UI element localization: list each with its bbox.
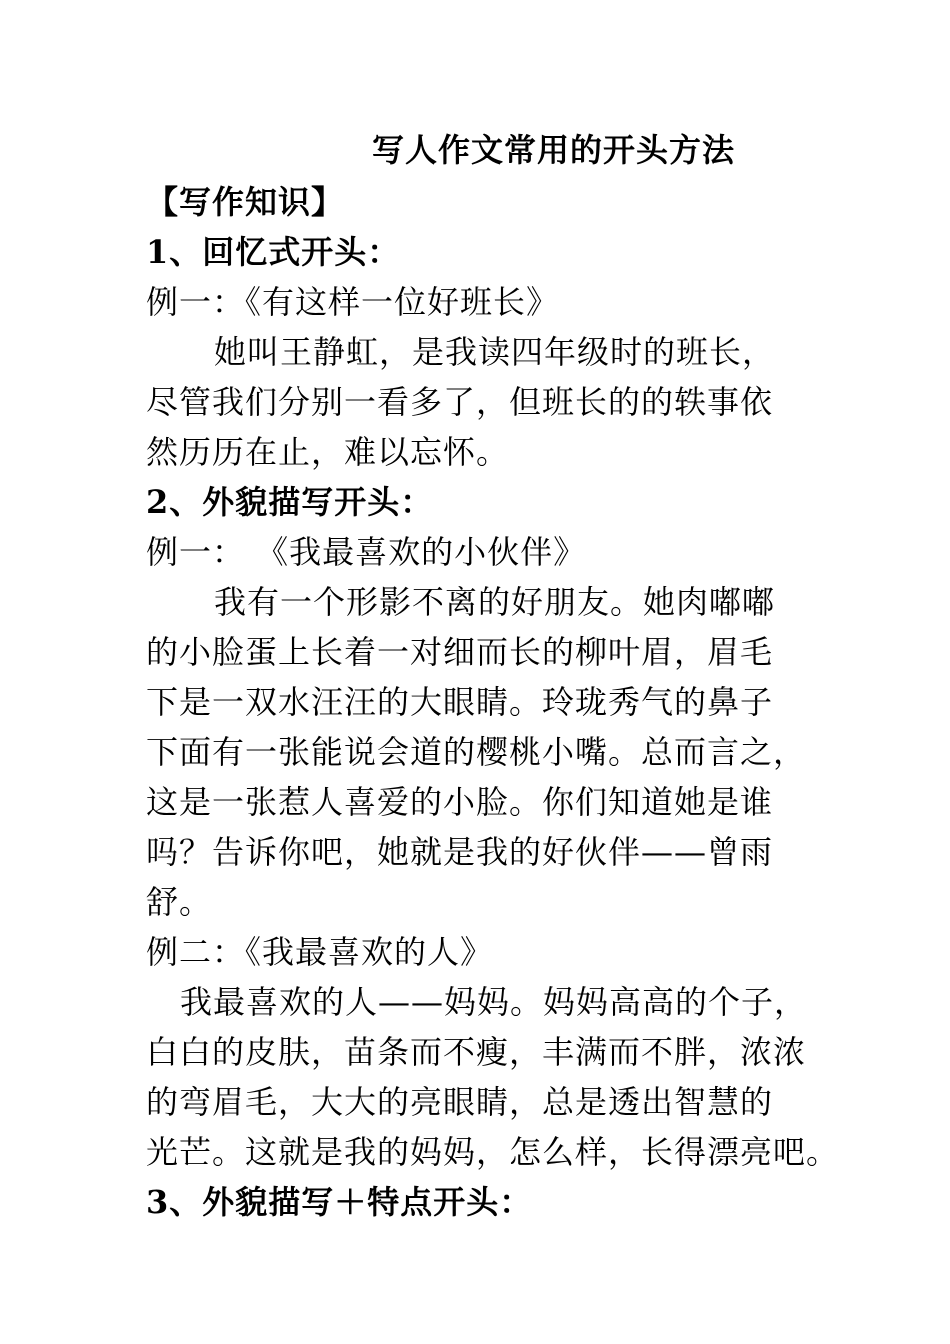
section-heading: 【写作知识】 bbox=[146, 183, 345, 221]
paragraph-line: 下是一双水汪汪的大眼睛。玲珑秀气的鼻子 bbox=[146, 683, 774, 721]
document-title: 写人作文常用的开头方法 bbox=[372, 131, 736, 169]
paragraph-line: 吗？告诉你吧，她就是我的好伙伴——曾雨 bbox=[146, 833, 774, 871]
paragraph-line: 白白的皮肤，苗条而不瘦，丰满而不胖，浓浓 bbox=[146, 1033, 807, 1071]
paragraph-line: 尽管我们分别一看多了，但班长的的轶事依 bbox=[146, 383, 774, 421]
paragraph-line: 我最喜欢的人——妈妈。妈妈高高的个子， bbox=[180, 983, 808, 1021]
paragraph-line: 这是一张惹人喜爱的小脸。你们知道她是谁 bbox=[146, 783, 774, 821]
paragraph-line: 的小脸蛋上长着一对细而长的柳叶眉，眉毛 bbox=[146, 633, 774, 671]
method2-heading: 2、外貌描写开头： bbox=[146, 483, 434, 521]
paragraph-line: 下面有一张能说会道的樱桃小嘴。总而言之， bbox=[146, 733, 807, 771]
paragraph-line: 光芒。这就是我的妈妈，怎么样，长得漂亮吧。 bbox=[146, 1133, 840, 1171]
method2-example1-label: 例一： 《我最喜欢的小伙伴》 bbox=[146, 533, 587, 571]
method3-heading: 3、外貌描写＋特点开头： bbox=[146, 1183, 533, 1221]
method1-heading: 1、回忆式开头： bbox=[146, 233, 401, 271]
method2-example2-label: 例二：《我最喜欢的人》 bbox=[146, 933, 494, 971]
method1-example1-label: 例一：《有这样一位好班长》 bbox=[146, 283, 560, 321]
paragraph-line: 我有一个形影不离的好朋友。她肉嘟嘟 bbox=[214, 583, 776, 621]
paragraph-line: 舒。 bbox=[146, 883, 213, 921]
paragraph-line: 她叫王静虹，是我读四年级时的班长， bbox=[214, 333, 776, 371]
paragraph-line: 的弯眉毛，大大的亮眼睛，总是透出智慧的 bbox=[146, 1083, 774, 1121]
paragraph-line: 然历历在止，难以忘怀。 bbox=[146, 433, 510, 471]
